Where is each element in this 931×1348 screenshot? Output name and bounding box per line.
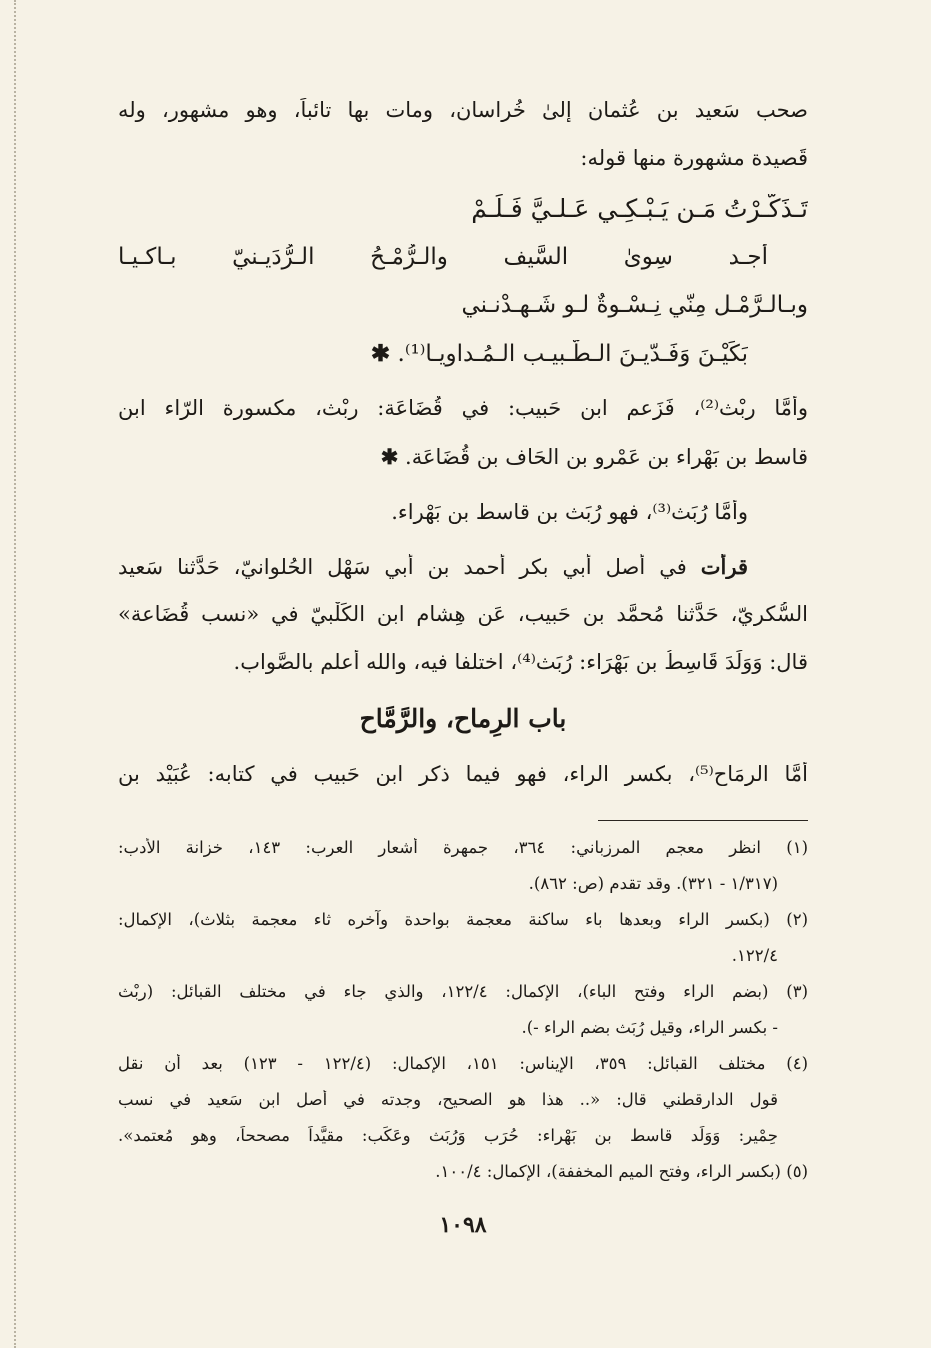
verse-1-second-hemistich: أجـد سِوىٰ السَّيف والـرُّمْـحُ الـرُّدَيـنيّ بـاكـيـا [118, 244, 768, 270]
paragraph-3-line-1: وأمَّا رُبَث⁽³⁾، فهو رُبَث بن قاسط بن بَهْراء. [391, 500, 748, 524]
paragraph-5-line-1: أمَّا الرِمَاح⁽⁵⁾، بكسر الراء، فهو فيما ذكر ابن حَبيب في كتابه: عُبَيْد بن [118, 762, 808, 786]
page-fold-dotted-line [14, 0, 16, 1348]
verse-2-second-hemistich: بَكَيْـنَ وَفَـدّيـنَ الـطَّـبيـب الـمُـداويـا⁽¹⁾. [397, 341, 748, 367]
paragraph-2-line-2: قاسط بن بَهْراء بن عَمْرو بن الحَاف بن قُضَاعَة. [405, 445, 808, 469]
footnote-3-line-2: - بكسر الراء، وقيل رُبَث بضم الراء -). [521, 1018, 778, 1037]
verse-1-first-hemistich: تَـذَكَّـرْتُ مَـن يَـبْـكِـي عَـلـيَّ فَـلَـمْ [471, 194, 808, 223]
section-heading: باب الرِماح، والرَّمَّاح [359, 704, 567, 733]
paragraph-2-line-2-row [118, 444, 808, 469]
page-number: ١٠٩٨ [439, 1212, 487, 1238]
verse-2-first-hemistich: وبـالـرَّمْـل مِنّي نِـسْـوةٌ لـو شَـهِـدْنـني [461, 292, 808, 318]
paragraph-2-line-1: وأمَّا رِبْث⁽²⁾، فَزَعم ابن حَبيب: في قُضَاعَة: رِبْث، مكسورة الرّاء ابن [118, 396, 808, 420]
footnote-1-line-1: (١) انظر معجم المرزباني: ٣٦٤، جمهرة أشعار العرب: ١٤٣، خزانة الأدب: [118, 838, 808, 857]
paragraph-4-line-1-rest: في أصل أبي بكر أحمد بن أبي سَهْل الحُلوانيّ، حَدَّثنا سَعيد [118, 555, 687, 579]
verse-2-second-hemistich-row [118, 340, 748, 367]
paragraph-4-line-3: قال: وَوَلَدَ قَاسِطُ بن بَهْرَاء: رُبَث⁽⁴⁾، اختلفا فيه، والله أعلم بالصَّواب. [233, 650, 808, 674]
book-page [118, 80, 808, 1310]
footnote-divider [598, 820, 808, 821]
paragraph-1-line-1: صحب سَعيد بن عُثمان إلىٰ خُراسان، ومات بها تائباً، وهو مشهور، وله [118, 98, 808, 122]
paragraph-4-line-2: السُّكريّ، حَدَّثنا مُحمَّد بن حَبيب، عَن هِشام ابن الكَلْبيّ في «نسب قُضَاعة» [118, 602, 808, 626]
star-marker: ✱ [370, 340, 391, 367]
footnote-1-line-2: (١/٣١٧ - ٣٢١). وقد تقدم (ص: ٨٦٢). [528, 874, 778, 893]
footnote-4-line-1: (٤) مختلف القبائل: ٣٥٩، الإيناس: ١٥١، الإكمال: (١٢٢/٤ - ١٢٣) بعد أن نقل [118, 1054, 808, 1073]
footnote-4-line-2: قول الدارقطني قال: «.. هذا هو الصحيح، وجدته في أصل ابن سَعيد في نسب [118, 1090, 778, 1109]
star-marker: ✱ [380, 444, 399, 469]
footnote-4-line-3: حِمْير: وَوَلَد قاسط بن بَهْراء: حُرَب وَرُبَث وعَكَب: مقيَّداً مصححاً، وهو مُعتمد». [118, 1126, 778, 1145]
footnote-2-line-2: ١٢٢/٤. [731, 946, 778, 965]
paragraph-1-line-2: قَصيدة مشهورة منها قوله: [580, 146, 808, 170]
footnote-5-line-1: (٥) (بكسر الراء، وفتح الميم المخففة)، الإكمال: ١٠٠/٤. [435, 1162, 808, 1181]
footnote-2-line-1: (٢) (بكسر الراء وبعدها باء ساكنة معجمة بواحدة وآخره ثاء معجمة بثلاث)، الإكمال: [118, 910, 808, 929]
paragraph-4-line-1 [118, 554, 748, 579]
paragraph-4-lead-word: قرأت [700, 554, 748, 579]
footnote-3-line-1: (٣) (بضم الراء وفتح الباء)، الإكمال: ١٢٢/٤، والذي جاء في مختلف القبائل: (رِبْث [118, 982, 808, 1001]
